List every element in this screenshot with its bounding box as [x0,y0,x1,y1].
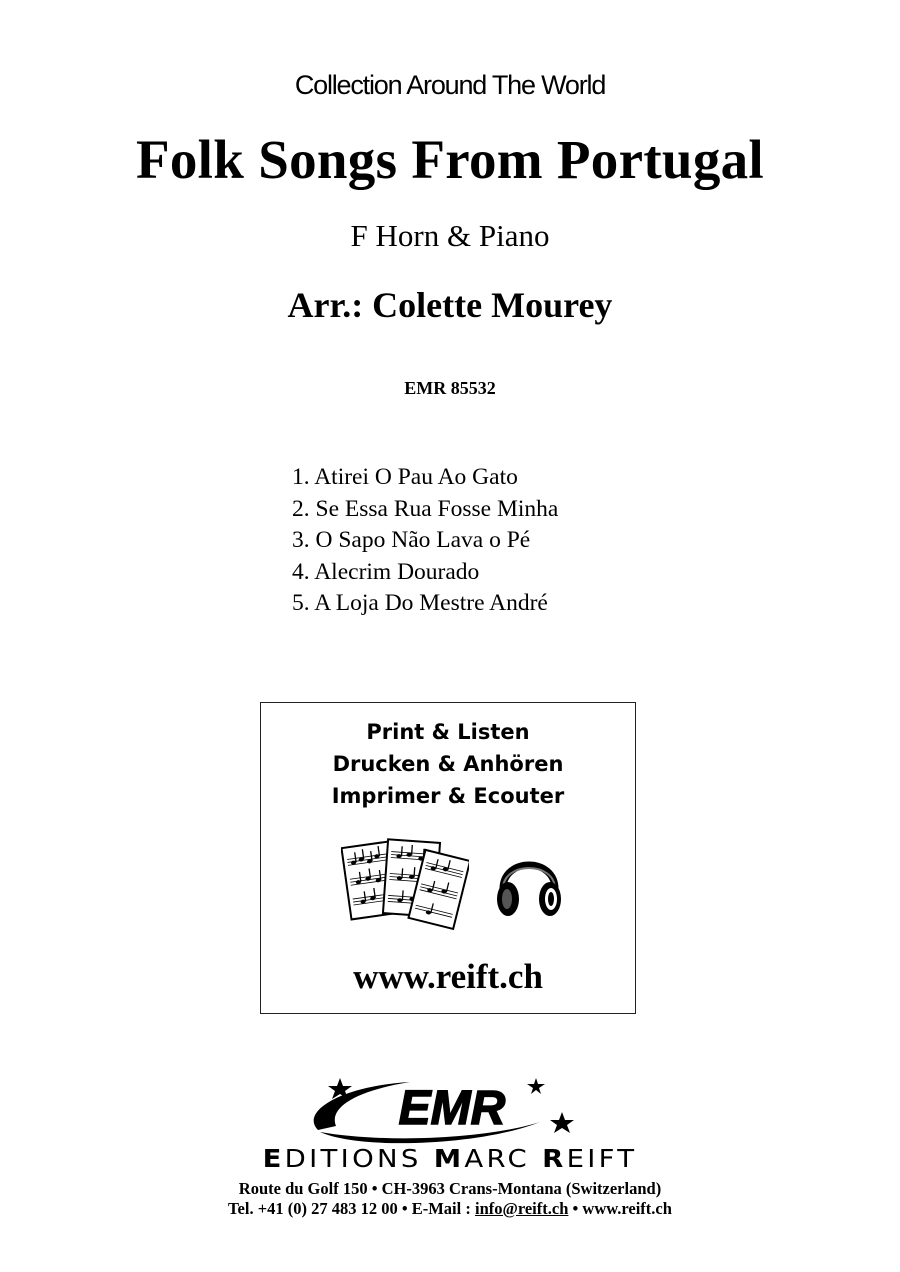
emr-logo [300,1072,600,1148]
series-title: Collection Around The World [294,70,606,100]
list-item: 1. Atirei O Pau Ao Gato [292,464,518,490]
list-item: 3. O Sapo Não Lava o Pé [292,527,531,553]
song-list [292,462,558,620]
publisher-word-2: ARC [464,1144,531,1173]
list-item: 4. Alecrim Dourado [292,558,480,585]
promo-line-english: Print & Listen [366,720,530,744]
page-title: Folk Songs From Portugal [135,129,765,190]
arranger: Arr.: Colette Mourey [287,285,613,325]
promo-line-french: Imprimer & Ecouter [331,784,565,808]
publisher-word-3: EIFT [566,1144,638,1173]
promo-line-german: Drucken & Anhören [332,752,564,776]
web-text[interactable]: • www.reift.ch [568,1199,672,1218]
list-item: 2. Se Essa Rua Fosse Minha [292,495,559,522]
headphones-icon [495,843,563,921]
website-link[interactable]: www.reift.ch [353,957,543,996]
catalog-number: EMR 85532 [404,378,496,398]
publisher-contact [0,1199,900,1219]
instrumentation: F Horn & Piano [350,218,550,253]
emr-logo-text: EMR [398,1082,506,1135]
print-listen-box [260,702,636,1014]
publisher-initial-r: R [542,1144,567,1173]
publisher-initial-m: M [433,1144,465,1173]
publisher-word-1: DITIONS [284,1144,422,1173]
publisher-name [0,1144,900,1173]
list-item: 5. A Loja Do Mestre André [292,590,548,616]
publisher-address: Route du Golf 150 • CH-3963 Crans-Montana (Switzerland) [238,1179,662,1198]
sheet-music-icon [341,835,469,933]
phone-text: Tel. +41 (0) 27 483 12 00 • E-Mail : [228,1199,475,1218]
email-link[interactable]: info@reift.ch [474,1199,569,1218]
publisher-initial-e: E [262,1144,285,1173]
